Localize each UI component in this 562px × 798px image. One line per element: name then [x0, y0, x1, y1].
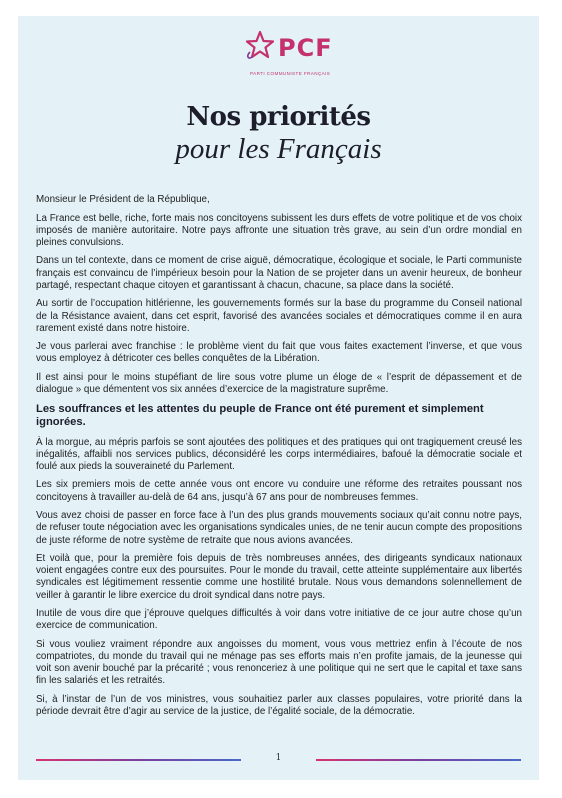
page-number: 1 — [275, 753, 282, 763]
paragraph: Inutile de vous dire que j’éprouve quelques difficultés à voir dans votre initiative de ce jour autre chose qu’un exercice de communication. — [36, 608, 522, 632]
page-title: Nos priorités — [186, 102, 371, 132]
star-icon — [242, 26, 278, 66]
salutation: Monsieur le Président de la République, — [36, 194, 210, 205]
footer-divider-right — [316, 759, 521, 761]
paragraph: Si, à l’instar de l’un de vos ministres, vous souhaitiez parler aux classes populaires, votre priorité dans la période devrait être d’agir au service de la justice, de l’égalité sociale, de la démocratie. — [36, 693, 522, 718]
paragraph: Il est ainsi pour le moins stupéfiant de lire sous votre plume un éloge de « l’esprit de dépassement et de dialogue » que démentent vos six années d’exercice de la magistrature suprême. — [36, 371, 522, 396]
paragraph: Vous avez choisi de passer en force face à l’un des plus grands mouvements sociaux qu’ait connu notre pays, de refuser toute négociation avec les organisations syndicales unies, de ne tenir aucun compte des propositions de juste réforme de notre système de retraite que nous avions avancées. — [36, 510, 522, 546]
logo-wordmark: PCF — [278, 34, 333, 62]
paragraph: À la morgue, au mépris parfois se sont ajoutées des politiques et des pratiques qui ont tragiquement creusé les inégalités, affaibli nos services publics, déconsidéré les corps intermédiaires, bafoué la démocratie sociale et foulé aux pieds la souveraineté du Parlement. — [36, 436, 522, 472]
document-page — [18, 16, 539, 780]
section-heading: Les souffrances et les attentes du peuple de France ont été purement et simplement ignorées. — [36, 402, 484, 429]
paragraph: Au sortir de l’occupation hitlérienne, les gouvernements formés sur la base du programme du Conseil national de la Résistance avaient, dans cet esprit, favorisé des avancées sociales et démocratiques comme il en aura rarement existé dans notre histoire. — [36, 298, 522, 334]
paragraph: Si vous vouliez vraiment répondre aux angoisses du moment, vous vous mettriez enfin à l’écoute de nos compatriotes, du monde du travail qui ne ménage pas ses efforts mais n’en profite jamais, de la jeunesse qui voit son avenir bouché par la précarité ; vous renonceriez à une politique qui ne sert que le capital et taxe sans fin les salariés et les retraités. — [36, 638, 522, 687]
paragraph: Les six premiers mois de cette année vous ont encore vu conduire une réforme des retraites poussant nos concitoyens à travailler au-delà de 64 ans, jusqu’à 67 ans pour de nombreuses femmes. — [36, 479, 522, 503]
page-footer — [36, 753, 521, 765]
paragraph: Je vous parlerai avec franchise : le problème vient du fait que vous faites exactement l’inverse, et que vous vous employez à détricoter ces belles conquêtes de la Libération. — [36, 341, 522, 365]
pcf-logo — [18, 26, 539, 84]
paragraph: La France est belle, riche, forte mais nos concitoyens subissent les durs effets de votre politique et de vos choix imposés de manière autoritaire. Notre pays affronte une situation très grave, au sein d’un ordre mondial en pleines convulsions. — [36, 212, 522, 248]
paragraph: Dans un tel contexte, dans ce moment de crise aiguë, démocratique, écologique et sociale, le Parti communiste français est convaincu de l’impérieux besoin pour la Nation de se projeter dans un avenir heureux, de bonheur partagé, respectant chaque citoyen et garantissant à chacun, chacune, sa place dans la société. — [36, 255, 522, 291]
paragraph: Et voilà que, pour la première fois depuis de très nombreuses années, des dirigeants syndicaux nationaux voient engagées contre eux des poursuites. Pour le monde du travail, cette atteinte supplémentaire aux libertés syndicales est légitimement ressentie comme une hostilité brutale. Nous vous demandons solennellement de veiller à garantir le libre exercice du droit syndical dans notre pays. — [36, 553, 522, 601]
page-subtitle: pour les Français — [175, 133, 382, 165]
letter-body — [36, 194, 522, 725]
logo-subtitle: PARTI COMMUNISTE FRANÇAIS — [250, 71, 331, 76]
